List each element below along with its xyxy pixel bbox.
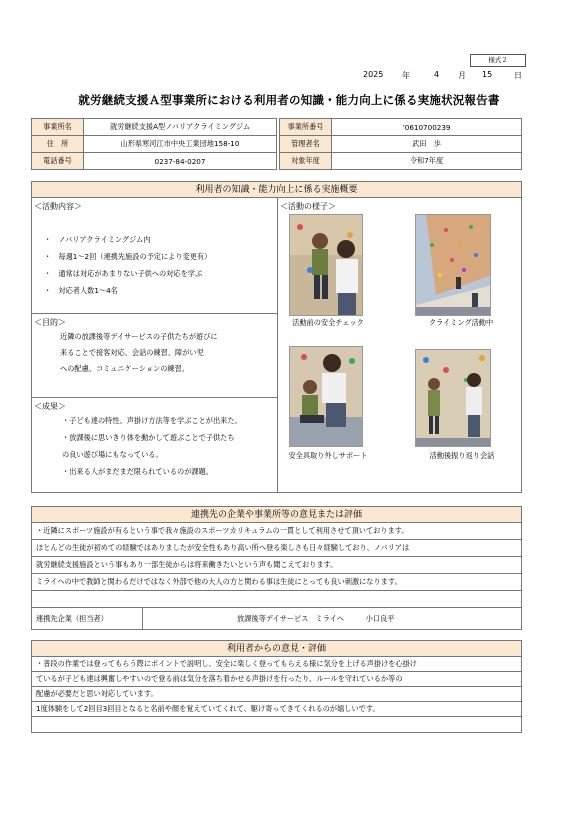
date-year-unit: 年	[402, 71, 410, 80]
user-opinion-header: 利用者からの意見・評価	[31, 640, 522, 657]
photo-caption: 安全具取り外しサポート	[288, 451, 368, 460]
activity-list	[44, 235, 211, 303]
photo-caption: 活動前の安全チェック	[292, 318, 364, 327]
divider	[142, 608, 143, 629]
date-year: 2025	[363, 70, 384, 79]
partner-line: ほとんどの生徒が初めての経験ではありましたが安全性もあり高い所へ登る楽しさも日々経験しており、ノバリアは	[31, 540, 522, 557]
date-day-unit: 日	[514, 71, 522, 80]
opinion-line: ・普段の作業では登ってもらう際にポイントで説明し、安全に楽しく登ってもらえる様に気分を上げる声掛けを心掛け	[31, 657, 522, 672]
office-info-table-right	[279, 118, 522, 170]
partner-contact-value: 放課後等デイサービス ミライヘ 小口良平	[237, 614, 395, 623]
phone-label: 電話番号	[32, 153, 84, 170]
partner-line: 就労継続支援施設という事もあり一部生徒からは将来働きたいという声も聞こえております。	[31, 557, 522, 574]
partner-contact-row	[31, 608, 522, 630]
partner-rows	[31, 523, 522, 630]
target-year-label: 対象年度	[280, 153, 332, 170]
address-label: 住 所	[32, 136, 84, 153]
purpose-text	[60, 332, 218, 380]
phone-value: 0237-84-0207	[84, 153, 277, 170]
office-no-value: ’0610700239	[332, 119, 522, 136]
purpose-line: 近隣の放課後等デイサービスの子供たちが遊びに	[60, 332, 218, 341]
result-line: ・出来る人がまだまだ限られているのが課題。	[62, 467, 213, 476]
result-text	[62, 416, 242, 484]
divider	[31, 313, 277, 314]
partner-line: ・近隣にスポーツ施設が有るという事で我々施設のスポーツカリキュラムの一貫として利用させて頂いております。	[31, 523, 522, 540]
report-title: 就労継続支援Ａ型事業所における利用者の知識・能力向上に係る実施状況報告書	[78, 93, 500, 107]
overview-divider	[277, 197, 278, 493]
opinion-line: 1度体験をして2回目3回目となると名前や顔を覚えていてくれて、駆け寄ってきてくれるのが嬉しいです。	[31, 702, 522, 717]
date-month: 4	[434, 70, 440, 79]
date-month-unit: 月	[458, 71, 466, 80]
opinion-line: ているが子ども達は興奮しやすいので登る前は気分を落ち着かせる声掛けを行ったり、ルールを守れているか等の	[31, 672, 522, 687]
user-opinion-rows	[31, 657, 522, 733]
photo-caption: クライミング活動中	[428, 318, 494, 327]
partner-line: ミライヘの中で教師と関わるだけではなく外部で他の大人の方と関わる事は生徒にとっても良い刺激になります。	[31, 574, 522, 591]
purpose-line: 来ることで接客対応、会話の練習、障がい児	[60, 348, 204, 357]
office-name-label: 事業所名	[32, 119, 84, 136]
photo-gear-removal	[289, 346, 363, 447]
partner-contact-label: 連携先企業（担当者）	[36, 614, 108, 623]
overview-header: 利用者の知識・能力向上に係る実施概要	[31, 181, 522, 198]
manager-value: 武田 歩	[332, 136, 522, 153]
manager-label: 管理者名	[280, 136, 332, 153]
photo-safety-check	[289, 214, 363, 316]
activity-label: ＜活動内容＞	[34, 202, 82, 211]
opinion-line: 配慮が必要だと思い対応しています。	[31, 687, 522, 702]
target-year-value: 令和7年度	[332, 153, 522, 170]
list-item: ・ 対応者人数1～4名	[44, 286, 118, 295]
result-line: の良い遊び場にもなっている。	[62, 450, 163, 459]
address-value: 山形県寒河江市中央工業団地158-10	[84, 136, 277, 153]
office-no-label: 事業所番号	[280, 119, 332, 136]
result-line: ・子ども達の特性、声掛け方法等を学ぶことが出来た。	[62, 416, 242, 425]
opinion-line	[31, 717, 522, 733]
photo-reflection	[415, 349, 491, 447]
photo-caption: 活動後振り返り会話	[429, 451, 495, 460]
purpose-line: への配慮、コミュニケーションの練習。	[60, 364, 189, 373]
partner-line	[31, 591, 522, 608]
form-number: 様式２	[470, 54, 526, 67]
divider	[31, 397, 277, 398]
purpose-label: ＜目的＞	[34, 318, 66, 327]
list-item: ・ ノバリアクライミングジム内	[44, 235, 151, 244]
photo-climbing	[415, 214, 491, 316]
scene-label: ＜活動の様子＞	[280, 202, 336, 211]
list-item: ・ 通常は対応があまりない子供への対応を学ぶ	[44, 269, 203, 278]
result-label: ＜成果＞	[34, 402, 66, 411]
date-day: 15	[482, 70, 493, 79]
office-info-table	[31, 118, 277, 170]
partner-header: 連携先の企業や事業所等の意見または評価	[31, 506, 522, 523]
office-name-value: 就労継続支援A型ノバリアクライミングジム	[84, 119, 277, 136]
result-line: ・放課後に思いきり体を動かして遊ぶことで子供たち	[62, 433, 235, 442]
list-item: ・ 毎週1～2回（連携先施設の予定により変更有）	[44, 252, 212, 261]
